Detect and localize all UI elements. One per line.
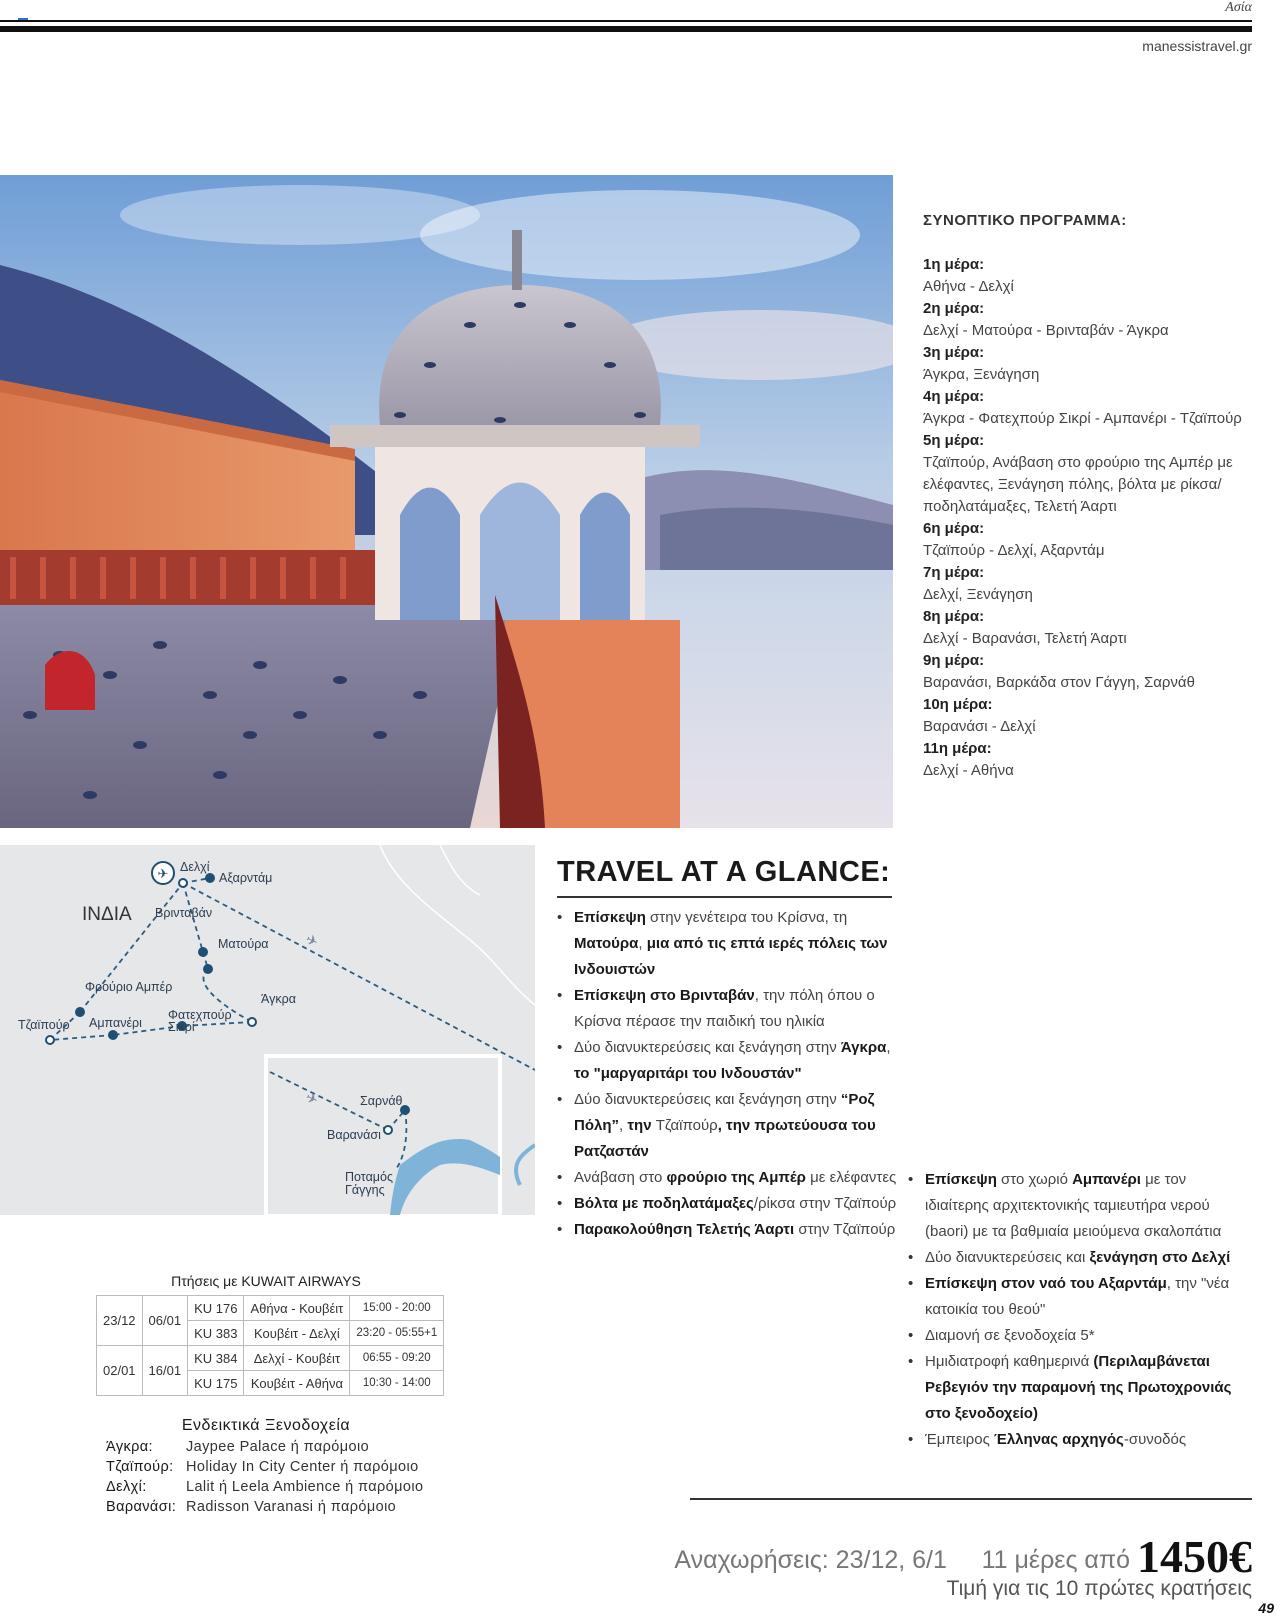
program-day-desc: Δελχί - Βαρανάσι, Τελετή Άαρτι <box>923 630 1127 647</box>
map-label-sarnath: Σαρνάθ <box>360 1094 403 1108</box>
glance-item <box>557 1087 907 1165</box>
program-day-label: 3η μέρα: <box>923 344 985 361</box>
map-point-mathura <box>203 964 213 974</box>
glance-item-text: Διαμονή σε ξενοδοχεία 5* <box>925 1327 1095 1344</box>
glance-item <box>557 983 907 1035</box>
map-label-vrindavan: Βρινταβάν <box>155 906 213 920</box>
glance-item-text: Έμπειρος <box>925 1431 995 1448</box>
flight-time: 23:20 - 05:55+1 <box>350 1321 444 1346</box>
glance-item-text: , <box>886 1039 891 1056</box>
map-label-ganges-1: Ποταμός <box>345 1170 393 1184</box>
airport-icon <box>152 862 174 884</box>
glance-item-text: με τον ιδιαίτερης αρχιτεκτονικής ταμιευτήρα νερού (baori) με τα βαθμιαία μειούμενα σκαλοπάτια <box>925 1171 1222 1240</box>
hotel-name: Radisson Varanasi ή παρόμοιο <box>186 1499 397 1515</box>
glance-item-text: στο χωριό <box>996 1171 1073 1188</box>
program-summary <box>923 210 1263 782</box>
departure-date: 02/01 <box>97 1346 143 1396</box>
departure-date: 23/12 <box>97 1296 143 1346</box>
glance-item-text: στην γενέτειρα του Κρίσνα, τη <box>645 909 848 926</box>
program-title: ΣΥΝΟΠΤΙΚΟ ΠΡΟΓΡΑΜΜΑ: <box>923 212 1127 229</box>
map-point-amber <box>75 1007 85 1017</box>
plane-icon: ✈ <box>303 930 321 951</box>
glance-item <box>908 1167 1248 1245</box>
glance-item <box>557 1165 907 1191</box>
glance-item <box>557 1035 907 1087</box>
header-rule-thin <box>0 20 1252 22</box>
hotel-name: Holiday In City Center ή παρόμοιο <box>186 1459 419 1475</box>
map-point-delhi <box>179 879 187 887</box>
map-label-mathura: Ματούρα <box>218 937 269 951</box>
program-day-label: 7η μέρα: <box>923 564 985 581</box>
map-label-amber: Φρούριο Αμπέρ <box>85 980 173 994</box>
glance-title: TRAVEL AT A GLANCE: <box>557 856 891 888</box>
glance-item <box>908 1349 1248 1427</box>
price-amount: 1450€ <box>1137 1531 1252 1582</box>
hotel-city: Δελχί: <box>106 1479 147 1495</box>
map-label-ganges-2: Γάγγης <box>345 1183 385 1197</box>
glance-item-text: Δύο διανυκτερεύσεις και <box>925 1249 1090 1266</box>
glance-item-text: , την πόλη όπου ο Κρίσνα πέρασε την παιδική του ηλικία <box>574 987 875 1030</box>
table-row <box>97 1296 444 1321</box>
flight-code: KU 383 <box>188 1321 244 1346</box>
glance-item-text: Δύο διανυκτερεύσεις και ξενάγηση στην <box>574 1091 841 1108</box>
hotels-list <box>106 1437 423 1517</box>
glance-list-2 <box>908 1167 1248 1453</box>
program-day-label: 4η μέρα: <box>923 388 985 405</box>
program-day-desc: Δελχί, Ξενάγηση <box>923 586 1033 603</box>
map-point-akshardham <box>205 873 215 883</box>
glance-item-text: Ανάβαση στο <box>574 1169 667 1186</box>
hotel-name: Lalit ή Leela Ambience ή παρόμοιο <box>186 1479 424 1495</box>
glance-item-highlight: Αμπανέρι <box>1072 1171 1141 1188</box>
hotels-title: Ενδεικτικά Ξενοδοχεία <box>181 1417 351 1434</box>
departures-text: Αναχωρήσεις: 23/12, 6/1 <box>674 1546 947 1574</box>
border-line <box>440 845 480 895</box>
map-point-jaipur <box>46 1036 54 1044</box>
svg-text:✈: ✈ <box>157 866 169 881</box>
program-day-desc: Αθήνα - Δελχί <box>923 278 1014 295</box>
page-number: 49 <box>1258 1600 1274 1616</box>
program-day-label: 1η μέρα: <box>923 256 985 273</box>
glance-item <box>908 1245 1248 1271</box>
map-point-varanasi <box>384 1126 392 1134</box>
route-map-svg <box>0 845 535 1215</box>
hotel-city: Τζαϊπούρ: <box>106 1459 174 1475</box>
list-item <box>106 1457 423 1477</box>
glance-item-highlight: (Περιλαμβάνεται Ρεβεγιόν την παραμονή της Πρωτοχρονιάς στο ξενοδοχείο) <box>925 1353 1232 1422</box>
flight-code: KU 176 <box>188 1296 244 1321</box>
route-delhi-varanasi <box>183 883 535 1070</box>
header-rule-thick <box>0 26 1252 32</box>
program-day-desc: Τζαϊπούρ, Ανάβαση στο φρούριο της Αμπέρ με ελέφαντες, Ξενάγηση πόλης, βόλτα με ρίκσα/ποδηλατάμαξες, Τελετή Άαρτι <box>923 454 1233 515</box>
return-date: 16/01 <box>142 1346 188 1396</box>
glance-item-highlight: Επίσκεψη <box>574 909 646 926</box>
flight-time: 10:30 - 14:00 <box>350 1371 444 1396</box>
price-line <box>674 1530 1252 1583</box>
flight-code: KU 384 <box>188 1346 244 1371</box>
flight-route: Αθήνα - Κουβέιτ <box>244 1296 350 1321</box>
flight-time: 06:55 - 09:20 <box>350 1346 444 1371</box>
plane-icon: ✈ <box>303 1088 321 1109</box>
map-point-abhaneri <box>108 1030 118 1040</box>
glance-item-highlight: Άγκρα <box>840 1039 887 1056</box>
glance-item-highlight: Παρακολούθηση Τελετής Άαρτι <box>574 1221 795 1238</box>
program-day-label: 6η μέρα: <box>923 520 985 537</box>
map-label-jaipur: Τζαϊπούρ <box>18 1018 70 1032</box>
glance-item-text: , την "νέα κατοικία του θεού" <box>925 1275 1230 1318</box>
program-day-desc: Τζαϊπούρ - Δελχί, Αξαρντάμ <box>923 542 1105 559</box>
hotel-name: Jaypee Palace ή παρόμοιο <box>186 1439 370 1455</box>
route-map <box>0 845 535 1215</box>
table-row <box>97 1346 444 1371</box>
program-day-label: 10η μέρα: <box>923 696 993 713</box>
glance-item-highlight: Βόλτα με ποδηλατάμαξες <box>574 1195 754 1212</box>
hero-illustration <box>0 175 893 828</box>
glance-rule <box>557 896 892 898</box>
glance-item-highlight: Επίσκεψη στο Βρινταβάν <box>574 987 755 1004</box>
list-item <box>106 1477 423 1497</box>
map-country-label: ΙΝΔΙΑ <box>82 904 132 925</box>
flights-title: Πτήσεις με KUWAIT AIRWAYS <box>171 1273 361 1289</box>
hotel-city: Βαρανάσι: <box>106 1499 177 1515</box>
flight-route: Κουβέιτ - Δελχί <box>244 1321 350 1346</box>
glance-item <box>908 1271 1248 1323</box>
map-label-delhi: Δελχί <box>180 860 210 874</box>
list-item <box>106 1437 423 1457</box>
program-day-label: 2η μέρα: <box>923 300 985 317</box>
glance-item-highlight: φρούριο της Αμπέρ <box>666 1169 806 1186</box>
flight-time: 15:00 - 20:00 <box>350 1296 444 1321</box>
river <box>516 1145 535 1185</box>
glance-item-highlight: ξενάγηση στο Δελχί <box>1089 1249 1231 1266</box>
glance-item-highlight: το "μαργαριτάρι του Ινδουστάν" <box>574 1065 802 1082</box>
hotel-city: Άγκρα: <box>106 1439 153 1455</box>
flight-route: Δελχί - Κουβέιτ <box>244 1346 350 1371</box>
border-line <box>380 845 535 1005</box>
program-day-label: 11η μέρα: <box>923 740 992 757</box>
map-point-vrindavan <box>198 947 208 957</box>
map-label-akshardham: Αξαρντάμ <box>219 871 273 885</box>
program-day-desc: Άγκρα - Φατεχπούρ Σικρί - Αμπανέρι - Τζαϊπούρ <box>923 410 1242 427</box>
glance-item-text: Τζαϊπούρ <box>655 1117 718 1134</box>
days-from-text: 11 μέρες από <box>981 1546 1131 1574</box>
map-label-fatehpur-2: Σικρί <box>168 1020 195 1034</box>
glance-item-text: Δύο διανυκτερεύσεις και ξενάγηση στην <box>574 1039 841 1056</box>
flight-code: KU 175 <box>188 1371 244 1396</box>
glance-list-1 <box>557 905 907 1243</box>
glance-item-highlight: Επίσκεψη <box>925 1171 997 1188</box>
program-day-desc: Δελχί - Αθήνα <box>923 762 1014 779</box>
glance-item <box>908 1323 1248 1349</box>
glance-item-text: στην Τζαϊπούρ <box>794 1221 896 1238</box>
program-day-desc: Άγκρα, Ξενάγηση <box>923 366 1040 383</box>
glance-item-highlight: την <box>623 1117 656 1134</box>
glance-item <box>908 1427 1248 1453</box>
map-label-varanasi: Βαρανάσι <box>327 1128 381 1142</box>
glance-item <box>557 1191 907 1217</box>
glance-item <box>557 905 907 983</box>
map-label-fatehpur-1: Φατεχπούρ <box>168 1008 232 1022</box>
glance-item-highlight: Ματούρα <box>574 935 639 952</box>
glance-item-highlight: “Ροζ Πόλη” <box>574 1091 875 1134</box>
return-date: 06/01 <box>142 1296 188 1346</box>
program-day-label: 8η μέρα: <box>923 608 985 625</box>
program-days <box>923 254 1263 782</box>
list-item <box>106 1497 423 1517</box>
hero-photo <box>0 175 893 828</box>
glance-item-text: , <box>619 1117 624 1134</box>
price-note: Τιμή για τις 10 πρώτες κρατήσεις <box>946 1577 1252 1600</box>
map-label-agra: Άγκρα <box>261 992 296 1006</box>
glance-item-highlight: Επίσκεψη στον ναό του Αξαρντάμ <box>925 1275 1167 1292</box>
glance-item-text: -συνοδός <box>1123 1431 1187 1448</box>
glance-item-text: με ελέφαντες <box>805 1169 897 1186</box>
website-link[interactable]: manessistravel.gr <box>1142 38 1252 54</box>
program-day-label: 9η μέρα: <box>923 652 985 669</box>
region-label: Ασία <box>1225 0 1252 15</box>
program-day-label: 5η μέρα: <box>923 432 985 449</box>
program-day-desc: Βαρανάσι, Βαρκάδα στον Γάγγη, Σαρνάθ <box>923 674 1195 691</box>
price-rule <box>690 1498 1252 1500</box>
glance-item-text: /ρίκσα στην Τζαϊπούρ <box>753 1195 897 1212</box>
program-day-desc: Βαρανάσι - Δελχί <box>923 718 1036 735</box>
map-point-agra <box>248 1018 256 1026</box>
glance-item-highlight: , την πρωτεύουσα του Ρατζαστάν <box>574 1117 876 1160</box>
glance-item-text: Ημιδιατροφή καθημερινά <box>925 1353 1094 1370</box>
glance-item-text: , <box>638 935 643 952</box>
glance-item-highlight: Έλληνας αρχηγός <box>994 1431 1124 1448</box>
route-abhaneri-jaipur <box>50 1035 113 1040</box>
map-label-abhaneri: Αμπανέρι <box>89 1016 142 1030</box>
program-day-desc: Δελχί - Ματούρα - Βρινταβάν - Άγκρα <box>923 322 1169 339</box>
glance-item-highlight: μια από τις επτά ιερές πόλεις των Ινδουιστών <box>574 935 888 978</box>
glance-item <box>557 1217 907 1243</box>
flight-route: Κουβέιτ - Αθήνα <box>244 1371 350 1396</box>
flights-table <box>96 1295 444 1396</box>
